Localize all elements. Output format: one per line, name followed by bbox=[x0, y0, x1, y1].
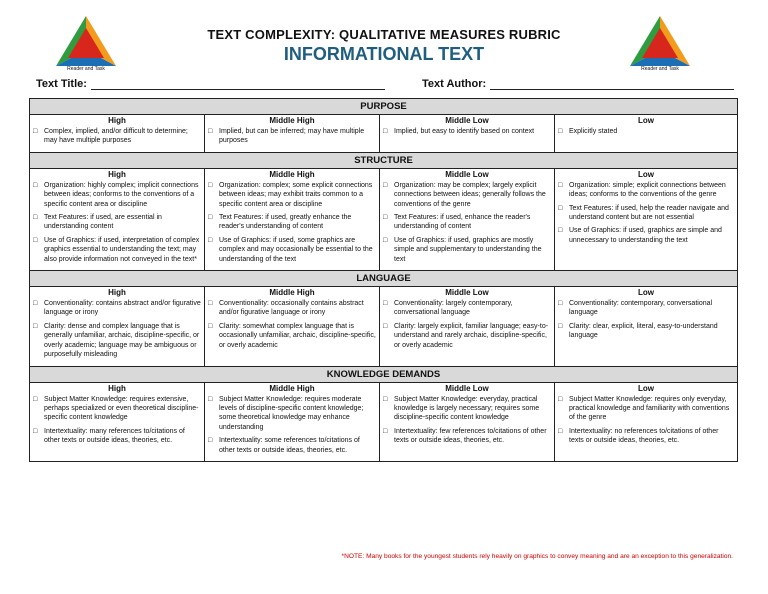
rubric-cell bbox=[555, 287, 738, 366]
criterion-item bbox=[33, 322, 201, 360]
section-content-row bbox=[30, 168, 738, 270]
checkbox-icon[interactable]: □ bbox=[208, 395, 213, 403]
criterion-item bbox=[33, 127, 201, 146]
criterion-item bbox=[208, 395, 376, 433]
criterion-item bbox=[383, 299, 551, 318]
rubric-table bbox=[29, 98, 738, 462]
section-header-row bbox=[30, 99, 738, 115]
checkbox-icon[interactable]: □ bbox=[33, 128, 38, 135]
rubric-cell bbox=[380, 168, 555, 270]
checkbox-icon[interactable]: □ bbox=[558, 300, 563, 308]
level-heading: High bbox=[108, 288, 126, 298]
criterion-item bbox=[33, 181, 201, 209]
criterion-text: Explicitly stated bbox=[569, 128, 618, 135]
checkbox-icon[interactable]: □ bbox=[383, 236, 388, 244]
section-header-row bbox=[30, 271, 738, 287]
rubric-cell bbox=[205, 287, 380, 366]
logo-caption: Reader and Task bbox=[641, 66, 679, 72]
checkbox-icon[interactable]: □ bbox=[383, 181, 388, 189]
level-heading: Middle High bbox=[269, 116, 315, 125]
criterion-item bbox=[383, 395, 551, 423]
criterion-text: Organization: simple; explicit connections between ideas; conforms to the conventions of the genre bbox=[569, 181, 726, 199]
criterion-item bbox=[208, 181, 376, 209]
rubric-cell bbox=[380, 382, 555, 461]
criterion-text: Conventionality: occasionally contains abstract and/or figurative language or irony bbox=[219, 300, 364, 317]
criterion-text: Text Features: if used, greatly enhance the reader's understanding of content bbox=[219, 214, 352, 231]
criterion-text: Intertextuality: some references to/citations of other texts or outside ideas, theories, etc. bbox=[219, 437, 360, 454]
rubric-title: TEXT COMPLEXITY: QUALITATIVE MEASURES RUBRIC bbox=[207, 27, 561, 42]
checkbox-icon[interactable]: □ bbox=[208, 214, 213, 222]
rubric-subtitle: INFORMATIONAL TEXT bbox=[283, 44, 485, 64]
checkbox-icon[interactable]: □ bbox=[33, 181, 38, 189]
criterion-item bbox=[558, 427, 734, 446]
criterion-item bbox=[383, 213, 551, 232]
rubric-cell bbox=[30, 287, 205, 366]
criterion-text: Intertextuality: few references to/citations of other texts or outside ideas, theories, etc. bbox=[394, 427, 547, 445]
level-heading: Low bbox=[638, 383, 655, 393]
criterion-item bbox=[558, 226, 734, 245]
criterion-text: Organization: complex; some explicit connections between ideas; may exhibit traits common to a specific content area or discipline bbox=[219, 181, 373, 208]
criterion-text: Intertextuality: many references to/citations of other texts or outside ideas, theories, etc. bbox=[44, 427, 185, 445]
criterion-text: Text Features: if used, enhance the reader's understanding of content bbox=[394, 214, 531, 231]
checkbox-icon[interactable]: □ bbox=[558, 128, 563, 135]
section-content-row bbox=[30, 382, 738, 461]
criterion-text: Subject Matter Knowledge: requires only everyday, practical knowledge and familiarity with conventions of the genre bbox=[569, 395, 730, 422]
criterion-text: Text Features: if used, help the reader navigate and understand content but are not essential bbox=[569, 204, 729, 222]
level-heading: Middle Low bbox=[445, 383, 489, 393]
checkbox-icon[interactable]: □ bbox=[33, 395, 38, 403]
criterion-text: Organization: highly complex; implicit connections between ideas; conforms to the conventions of a specific content area or discipline bbox=[44, 181, 199, 208]
checkbox-icon[interactable]: □ bbox=[208, 322, 213, 330]
criterion-text: Intertextuality: no references to/citations of other texts or outside ideas, theories, etc. bbox=[569, 427, 719, 445]
text-title-label: Text Title: bbox=[36, 78, 87, 90]
criterion-text: Clarity: somewhat complex language that is occasionally unfamiliar, archaic, discipline-specific, or overly academic bbox=[219, 322, 376, 349]
checkbox-icon[interactable]: □ bbox=[558, 204, 563, 212]
section-header: PURPOSE bbox=[30, 99, 738, 115]
criterion-item bbox=[558, 127, 734, 136]
criterion-text: Use of Graphics: if used, graphics are mostly simple and supplementary to understanding the text bbox=[394, 236, 542, 263]
criterion-item bbox=[208, 236, 376, 264]
level-heading: High bbox=[108, 383, 126, 393]
criterion-item bbox=[33, 213, 201, 232]
checkbox-icon[interactable]: □ bbox=[558, 181, 563, 189]
criterion-item bbox=[558, 181, 734, 200]
criterion-item bbox=[383, 181, 551, 209]
rubric-cell bbox=[30, 115, 205, 153]
checkbox-icon[interactable]: □ bbox=[208, 181, 213, 189]
criterion-text: Implied, but can be inferred; may have multiple purposes bbox=[219, 128, 365, 145]
rubric-cell bbox=[380, 115, 555, 153]
checkbox-icon[interactable]: □ bbox=[383, 300, 388, 308]
checkbox-icon[interactable]: □ bbox=[558, 322, 563, 330]
criterion-text: Use of Graphics: if used, graphics are simple and unnecessary to understanding the text bbox=[569, 227, 722, 244]
level-heading: Middle High bbox=[269, 288, 315, 298]
checkbox-icon[interactable]: □ bbox=[383, 395, 388, 403]
rubric-cell bbox=[205, 382, 380, 461]
criterion-item bbox=[33, 427, 201, 446]
criterion-item bbox=[208, 322, 376, 350]
level-heading: Low bbox=[638, 288, 655, 298]
criterion-item bbox=[208, 213, 376, 232]
criterion-text: Complex, implied, and/or difficult to determine; may have multiple purposes bbox=[44, 128, 188, 145]
rubric-cell bbox=[380, 287, 555, 366]
level-heading: Low bbox=[638, 116, 655, 125]
checkbox-icon[interactable]: □ bbox=[558, 227, 563, 235]
footnote: *NOTE: Many books for the youngest students rely heavily on graphics to convey meaning and are an exception to this generalization. bbox=[341, 553, 733, 560]
section-header-row bbox=[30, 152, 738, 168]
criterion-text: Conventionality: largely contemporary, conversational language bbox=[394, 300, 513, 317]
text-author-blank[interactable] bbox=[490, 79, 734, 90]
criterion-text: Use of Graphics: if used, some graphics are complex and may occasionally be essential to the understanding of the text bbox=[219, 236, 373, 263]
rubric-cell bbox=[205, 168, 380, 270]
criterion-item bbox=[558, 299, 734, 318]
checkbox-icon[interactable]: □ bbox=[33, 214, 38, 222]
text-author-field[interactable] bbox=[422, 78, 734, 90]
checkbox-icon[interactable]: □ bbox=[208, 236, 213, 244]
text-title-field[interactable] bbox=[36, 78, 385, 90]
criterion-item bbox=[208, 436, 376, 455]
criterion-text: Use of Graphics: if used, interpretation of complex graphics essential to understanding the text; may also provide information not conveyed in the text* bbox=[44, 236, 200, 263]
criterion-item bbox=[558, 322, 734, 341]
criterion-text: Conventionality: contemporary, conversational language bbox=[569, 300, 713, 317]
criterion-item bbox=[558, 204, 734, 223]
checkbox-icon[interactable]: □ bbox=[208, 128, 213, 135]
section-header: STRUCTURE bbox=[30, 152, 738, 168]
section-header-row bbox=[30, 366, 738, 382]
rubric-cell bbox=[205, 115, 380, 153]
criterion-item bbox=[208, 127, 376, 146]
criterion-text: Clarity: largely explicit, familiar language; easy-to-understand and rarely archaic, discipline-specific, or overly academic bbox=[394, 322, 549, 349]
checkbox-icon[interactable]: □ bbox=[383, 322, 388, 330]
level-heading: High bbox=[108, 169, 126, 179]
checkbox-icon[interactable]: □ bbox=[33, 427, 38, 435]
level-heading: High bbox=[108, 116, 126, 125]
level-heading: Middle Low bbox=[445, 169, 489, 179]
level-heading: Middle High bbox=[269, 383, 315, 393]
checkbox-icon[interactable]: □ bbox=[558, 395, 563, 403]
level-heading: Low bbox=[638, 169, 655, 179]
rubric-cell bbox=[555, 382, 738, 461]
rubric-cell bbox=[30, 168, 205, 270]
section-content-row bbox=[30, 115, 738, 153]
text-author-label: Text Author: bbox=[422, 78, 487, 90]
checkbox-icon[interactable]: □ bbox=[208, 437, 213, 445]
checkbox-icon[interactable]: □ bbox=[33, 300, 38, 308]
checkbox-icon[interactable]: □ bbox=[383, 128, 388, 135]
criterion-text: Clarity: clear, explicit, literal, easy-to-understand language bbox=[569, 322, 718, 340]
level-heading: Middle Low bbox=[445, 288, 489, 298]
criterion-text: Subject Matter Knowledge: requires extensive, perhaps specialized or even theoretical discipline-specific content knowledge bbox=[44, 395, 199, 422]
criterion-item bbox=[208, 299, 376, 318]
criterion-item bbox=[33, 395, 201, 423]
section-content-row bbox=[30, 287, 738, 366]
section-header: LANGUAGE bbox=[30, 271, 738, 287]
checkbox-icon[interactable]: □ bbox=[383, 214, 388, 222]
criterion-text: Organization: may be complex; largely explicit connections between ideas; generally follows the conventions of the genre bbox=[394, 181, 546, 208]
level-heading: Middle Low bbox=[445, 116, 489, 125]
checkbox-icon[interactable]: □ bbox=[558, 427, 563, 435]
checkbox-icon[interactable]: □ bbox=[33, 322, 38, 330]
criterion-item bbox=[33, 236, 201, 264]
criterion-text: Text Features: if used, are essential in understanding content bbox=[44, 214, 162, 231]
logo-caption: Reader and Task bbox=[67, 66, 105, 72]
criterion-text: Conventionality: contains abstract and/or figurative language or irony bbox=[44, 300, 201, 317]
criterion-item bbox=[383, 236, 551, 264]
criterion-item bbox=[383, 427, 551, 446]
checkbox-icon[interactable]: □ bbox=[208, 300, 213, 308]
level-heading: Middle High bbox=[269, 169, 315, 179]
criterion-text: Subject Matter Knowledge: everyday, practical knowledge is largely necessary; requires some discipline-specific content knowledge bbox=[394, 395, 540, 422]
criterion-text: Subject Matter Knowledge: requires moderate levels of discipline-specific content knowledge; some theoretical knowledge may enhance understanding bbox=[219, 395, 364, 431]
checkbox-icon[interactable]: □ bbox=[383, 427, 388, 435]
rubric-cell bbox=[555, 168, 738, 270]
criterion-item bbox=[33, 299, 201, 318]
criterion-item bbox=[383, 322, 551, 350]
criterion-text: Implied, but easy to identify based on context bbox=[394, 128, 535, 135]
criterion-item bbox=[383, 127, 551, 136]
checkbox-icon[interactable]: □ bbox=[33, 236, 38, 244]
text-title-blank[interactable] bbox=[91, 79, 385, 90]
criterion-item bbox=[558, 395, 734, 423]
rubric-cell bbox=[30, 382, 205, 461]
rubric-cell bbox=[555, 115, 738, 153]
section-header: KNOWLEDGE DEMANDS bbox=[30, 366, 738, 382]
criterion-text: Clarity: dense and complex language that is generally unfamiliar, archaic, discipline-specific, or overly academic; language may be ambiguous or purposefully misleading bbox=[44, 322, 200, 359]
